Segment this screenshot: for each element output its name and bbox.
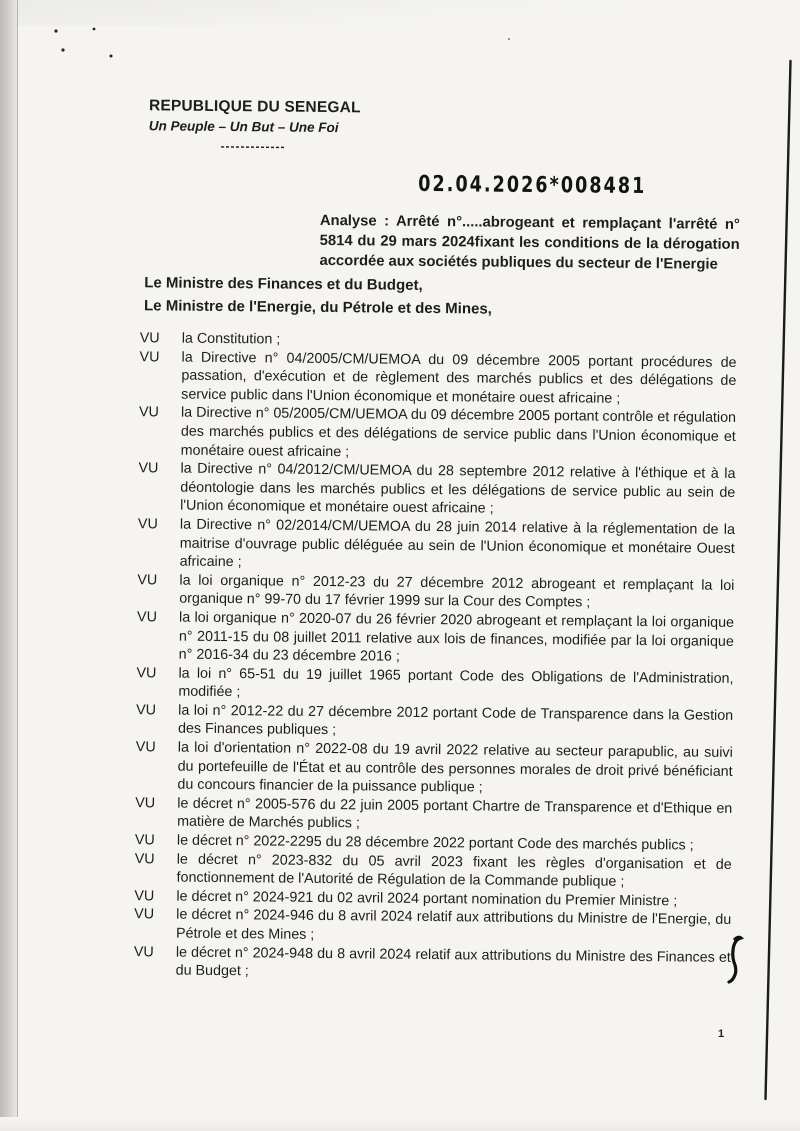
letterhead [149,97,799,158]
vu-item [137,571,734,614]
vu-keyword: VU [135,739,156,756]
vu-citation-text: la Directive n° 02/2014/CM/UEMOA du 28 juin 2014 relative à la réglementation de la maitrise d'ouvrage public déléguée au sein de l'Union économique et monétaire Ouest africaine ; [179,516,736,571]
vu-citation-text: la loi n° 2012-22 du 27 décembre 2012 portant Code de Transparence dans la Gestion des Finances publiques ; [177,702,734,739]
vu-keyword: VU [135,795,156,812]
vu-citation-text: la Directive n° 04/2005/CM/UEMOA du 09 décembre 2005 portant procédures de passation, d'exécution et de règlement des marchés publics et des délégations de service public dans l'Union économique et monétaire ouest africaine ; [181,349,737,407]
vu-item [135,794,732,837]
vu-keyword: VU [137,516,158,533]
vu-keyword: VU [139,348,160,365]
vu-keyword: VU [134,906,155,923]
vu-citation-text: le décret n° 2023-832 du 05 avril 2023 fixant les règles d'organisation et de fonctionnement de l'Autorité de Régulation de la Commande publique ; [176,851,732,891]
vu-item [138,515,736,577]
vu-keyword: VU [136,702,157,719]
vu-keyword: VU [138,460,159,477]
vu-item [136,664,733,707]
issuing-ministers [144,272,797,323]
vu-item [135,738,733,800]
vu-keyword: VU [136,664,157,682]
vu-citation-text: le décret n° 2024-921 du 02 avril 2024 portant nomination du Premier Ministre ; [176,888,678,910]
vu-item [137,608,735,670]
vu-item [136,701,733,744]
vu-item [134,850,731,893]
vu-citation-text: le décret n° 2024-948 du 8 avril 2024 relatif aux attributions du Ministre des Finances et du Budget ; [175,944,731,980]
country-title: REPUBLIQUE DU SENEGAL [148,97,361,117]
page-number: 1 [718,1028,725,1040]
vu-item [134,906,731,949]
vu-keyword: VU [134,887,155,905]
vu-keyword: VU [138,404,159,421]
minister-energie-line: Le Ministre de l'Energie, du Pétrole et des Mines, [143,296,492,318]
vu-citation-text: la Constitution ; [181,330,281,348]
vu-keyword: VU [137,609,158,626]
vu-list [134,329,737,985]
vu-item [138,459,736,521]
vu-citation-text: la loi organique n° 2012-23 du 27 décembre 2012 abrogeant et remplaçant la loi organique n° 99-70 du 17 février 1999 sur la Cour des Comptes ; [179,572,735,611]
vu-citation-text: la loi d'orientation n° 2022-08 du 19 avril 2022 relative au secteur parapublic, au suivi du portefeuille de l'État et au contrôle des personnes morales de droit privé bénéficiant du concours financier de la puissance publique ; [177,739,733,796]
vu-keyword: VU [133,943,154,960]
vu-citation-text: la Directive n° 05/2005/CM/UEMOA du 09 décembre 2005 portant contrôle et régulation des marchés publics et des délégations de service public dans l'Union économique et monétaire ouest africaine ; [180,404,737,460]
vu-item [139,404,737,466]
vu-citation-text: la loi n° 65-51 du 19 juillet 1965 portant Code des Obligations de l'Administration, modifiée ; [178,665,734,701]
vu-citation-text: la Directive n° 04/2012/CM/UEMOA du 28 septembre 2012 relative à l'éthique et à la déontologie dans les marchés publics et les délégations de service public au sein de l'Union économique et monétaire ouest africaine ; [180,460,736,517]
vu-item [139,348,737,410]
analyse-paragraph: Analyse : Arrêté n°.....abrogeant et remplaçant l'arrêté n° 5814 du 29 mars 2024fixant les conditions de la dérogation accordée aux sociétés publiques du secteur de l'Energie [319,212,740,273]
national-motto: Un Peuple – Un But – Une Foi [148,118,339,136]
vu-keyword: VU [137,571,158,589]
minister-finances-line: Le Ministre des Finances et du Budget, [144,274,423,294]
vu-citation-text: le décret n° 2005-576 du 22 juin 2005 portant Chartre de Transparence et d'Ethique en matière de Marchés publics ; [177,795,733,832]
letterhead-divider: ------------- [220,138,286,154]
vu-citation-text: le décret n° 2022-2295 du 28 décembre 2022 portant Code des marchés publics ; [176,832,694,854]
vu-citation-text: la loi organique n° 2020-07 du 26 février 2020 abrogeant et remplaçant la loi organique n° 2011-15 du 08 juillet 2011 relative aux lois de finances, modifiée par la loi organique n° 2016-34 du 23 décembre 2016 ; [178,609,735,665]
registry-date-stamp: 02.04.2026*008481 [418,171,647,200]
vu-citation-text: le décret n° 2024-946 du 8 avril 2024 relatif aux attributions du Ministre de l'Energie, du Pétrole et des Mines ; [175,906,732,943]
vu-keyword: VU [139,330,160,347]
vu-item [134,943,731,986]
vu-keyword: VU [134,850,155,867]
vu-keyword: VU [134,832,155,849]
scan-bottom-edge [0,1117,800,1131]
